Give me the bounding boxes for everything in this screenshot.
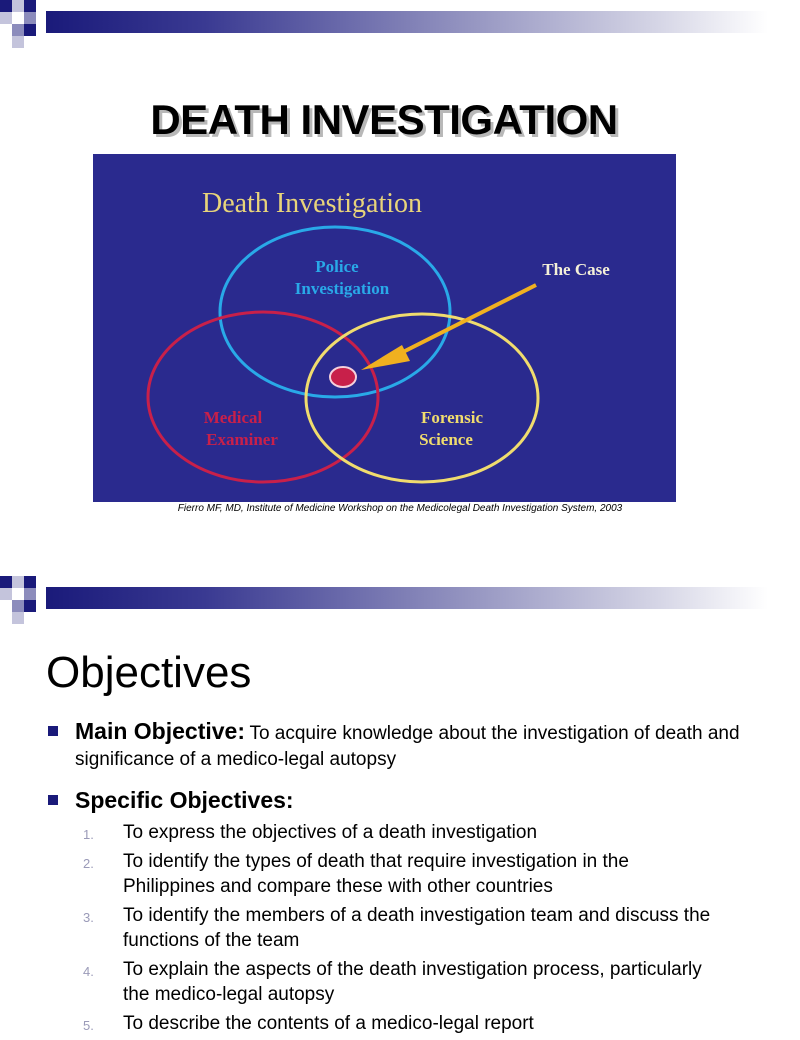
forensic-label-1: Forensic	[420, 408, 484, 427]
case-label: The Case	[542, 260, 610, 279]
slide-title: Objectives	[46, 648, 252, 697]
bullet-square-icon	[48, 726, 58, 736]
case-dot	[330, 367, 356, 387]
bullet-square-icon	[48, 795, 58, 805]
main-objective	[48, 718, 748, 773]
case-arrow-head	[361, 345, 410, 370]
list-item: 1. To express the objectives of a death investigation	[83, 822, 538, 843]
forensic-label-2: Science	[419, 430, 473, 449]
slide-2	[0, 576, 768, 1034]
header-decoration	[0, 576, 768, 624]
specific-objectives	[48, 787, 748, 814]
list-item: 2. To identify the types of death that require investigation in the Philippines and compare these with other countries	[83, 851, 629, 897]
specific-objectives-items	[75, 820, 715, 1036]
police-label-1: Police	[315, 257, 359, 276]
medical-label-2: Examiner	[206, 430, 278, 449]
police-label-2: Investigation	[294, 279, 390, 298]
diagram-heading: Death Investigation	[201, 188, 423, 219]
specific-objectives-label: Specific Objectives:	[75, 787, 294, 813]
case-arrow-shaft	[403, 285, 536, 352]
main-objective-label: Main Objective:	[75, 718, 245, 744]
medical-label-1: Medical	[203, 408, 263, 427]
list-item: 3. To identify the members of a death investigation team and discuss the functions of the team	[83, 905, 711, 951]
main-objective-text: To acquire knowledge about the investigation of death and significance of a medico-legal autopsy	[75, 723, 740, 770]
objectives-list	[48, 718, 748, 1040]
slide-title: DEATH INVESTIGATION	[150, 96, 618, 143]
list-item: 5. To describe the contents of a medico-legal report	[83, 1013, 534, 1034]
venn-diagram	[93, 154, 676, 502]
header-decoration	[0, 0, 768, 48]
list-item: 4. To explain the aspects of the death investigation process, particularly the medico-legal autopsy	[83, 959, 702, 1005]
figure-caption: Fierro MF, MD, Institute of Medicine Workshop on the Medicolegal Death Investigation System, 2003	[177, 503, 623, 514]
